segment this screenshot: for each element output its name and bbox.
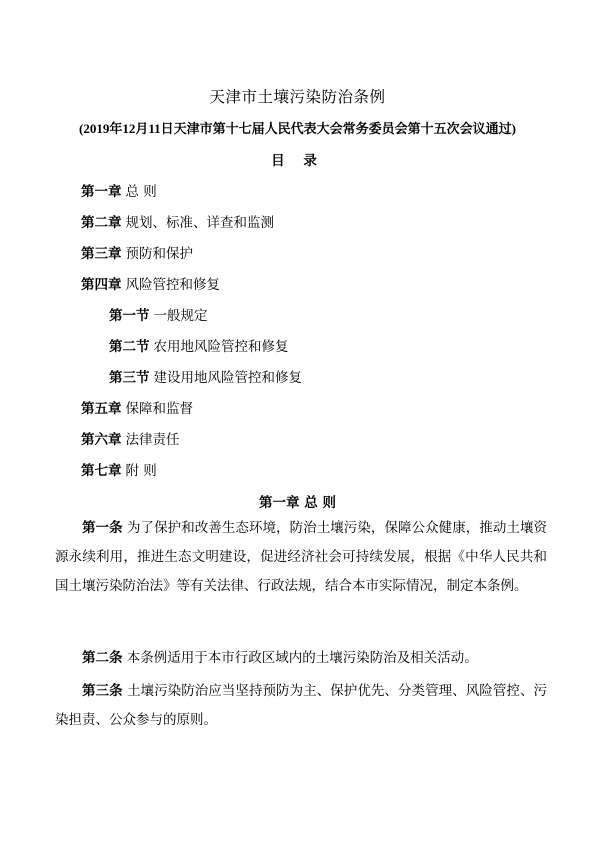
toc-item-chapter-3 [81, 242, 193, 262]
article-number: 第三条 [82, 683, 123, 699]
article-1 [55, 514, 547, 601]
toc-item-number: 第二节 [109, 339, 150, 355]
document-title: 天津市土壤污染防治条例 [209, 88, 386, 106]
toc-item-title: 预防和保护 [125, 246, 193, 262]
toc-item-number: 第五章 [81, 401, 122, 417]
article-text: 土壤污染防治应当坚持预防为主、保护优先、分类管理、风险管控、污染担责、公众参与的原则。 [55, 683, 548, 728]
article-text: 本条例适用于本市行政区域内的土壤污染防治及相关活动。 [126, 650, 478, 666]
toc-item-title: 总 则 [125, 184, 157, 200]
toc-item-section-1 [109, 304, 208, 324]
toc-item-title: 附 则 [125, 463, 157, 479]
toc-item-title: 建设用地风险管控和修复 [153, 370, 302, 386]
toc-item-section-3 [109, 366, 302, 386]
article-2 [55, 644, 547, 673]
toc-item-title: 法律责任 [125, 432, 180, 448]
toc-item-chapter-7 [81, 459, 157, 479]
toc-item-number: 第七章 [81, 463, 122, 479]
toc-item-section-2 [109, 335, 289, 355]
toc-item-number: 第四章 [81, 277, 122, 293]
toc-item-chapter-4 [81, 273, 220, 293]
article-number: 第二条 [82, 650, 123, 666]
chapter-heading: 第一章 总 则 [259, 495, 336, 511]
toc-item-number: 第三节 [109, 370, 150, 386]
document-subtitle: (2019年12月11日天津市第十七届人民代表大会常务委员会第十五次会议通过) [79, 121, 516, 136]
toc-item-number: 第一节 [109, 308, 150, 324]
article-number: 第一条 [82, 520, 123, 536]
article-3 [55, 677, 547, 735]
toc-item-number: 第三章 [81, 246, 122, 262]
toc-item-title: 规划、标准、详查和监测 [125, 215, 274, 231]
toc-item-chapter-2 [81, 211, 274, 231]
toc-item-chapter-5 [81, 397, 193, 417]
article-text: 为了保护和改善生态环境，防治土壤污染，保障公众健康，推动土壤资源永续利用，推进生态文明建设，促进经济社会可持续发展，根据《中华人民共和国土壤污染防治法》等有关法律、行政法规，结合本市实际情况，制定本条例。 [55, 520, 548, 594]
toc-item-title: 风险管控和修复 [125, 277, 220, 293]
toc-item-title: 一般规定 [153, 308, 208, 324]
toc-item-number: 第一章 [81, 184, 122, 200]
toc-heading: 目 录 [271, 153, 324, 169]
toc-item-title: 保障和监督 [125, 401, 193, 417]
toc-item-number: 第二章 [81, 215, 122, 231]
toc-item-chapter-6 [81, 428, 180, 448]
toc-item-chapter-1 [81, 180, 157, 200]
toc-item-number: 第六章 [81, 432, 122, 448]
toc-item-title: 农用地风险管控和修复 [153, 339, 289, 355]
